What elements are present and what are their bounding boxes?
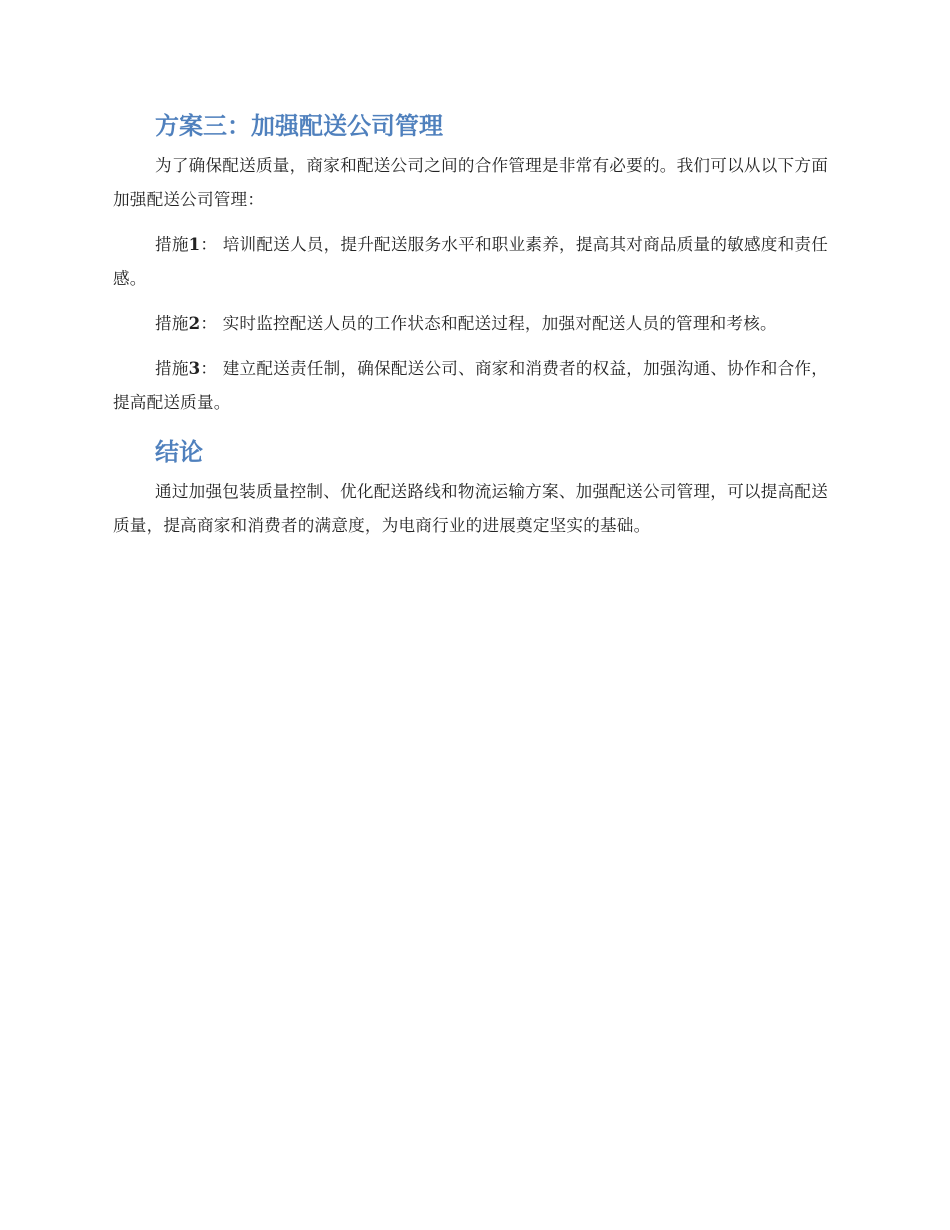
conclusion-paragraph: 通过加强包装质量控制、优化配送路线和物流运输方案、加强配送公司管理，可以提高配送质量，提高商家和消费者的满意度，为电商行业的进展奠定坚实的基础。 bbox=[113, 482, 828, 535]
measure-separator: ： bbox=[200, 359, 218, 378]
measure-label: 措施 bbox=[155, 359, 189, 378]
measure-number: 1 bbox=[188, 234, 201, 254]
measure-1-paragraph bbox=[113, 227, 828, 296]
measure-separator: ： bbox=[200, 314, 218, 333]
measure-text: 建立配送责任制，确保配送公司、商家和消费者的权益，加强沟通、协作和合作，提高配送质量。 bbox=[113, 359, 829, 412]
measure-label: 措施 bbox=[155, 314, 189, 333]
section-intro-paragraph: 为了确保配送质量，商家和配送公司之间的合作管理是非常有必要的。我们可以从以下方面加强配送公司管理： bbox=[113, 156, 828, 209]
measure-number: 2 bbox=[188, 313, 201, 333]
measure-text: 培训配送人员，提升配送服务水平和职业素养，提高其对商品质量的敏感度和责任感。 bbox=[113, 235, 829, 288]
conclusion-heading: 结论 bbox=[155, 438, 203, 466]
measure-number: 3 bbox=[188, 358, 201, 378]
document-page bbox=[113, 106, 828, 543]
section-heading: 方案三：加强配送公司管理 bbox=[155, 112, 443, 140]
measure-separator: ： bbox=[200, 235, 218, 254]
measure-label: 措施 bbox=[155, 235, 189, 254]
measure-text: 实时监控配送人员的工作状态和配送过程，加强对配送人员的管理和考核。 bbox=[222, 314, 777, 333]
measure-3-paragraph bbox=[113, 351, 828, 420]
measure-2-paragraph bbox=[113, 306, 828, 341]
